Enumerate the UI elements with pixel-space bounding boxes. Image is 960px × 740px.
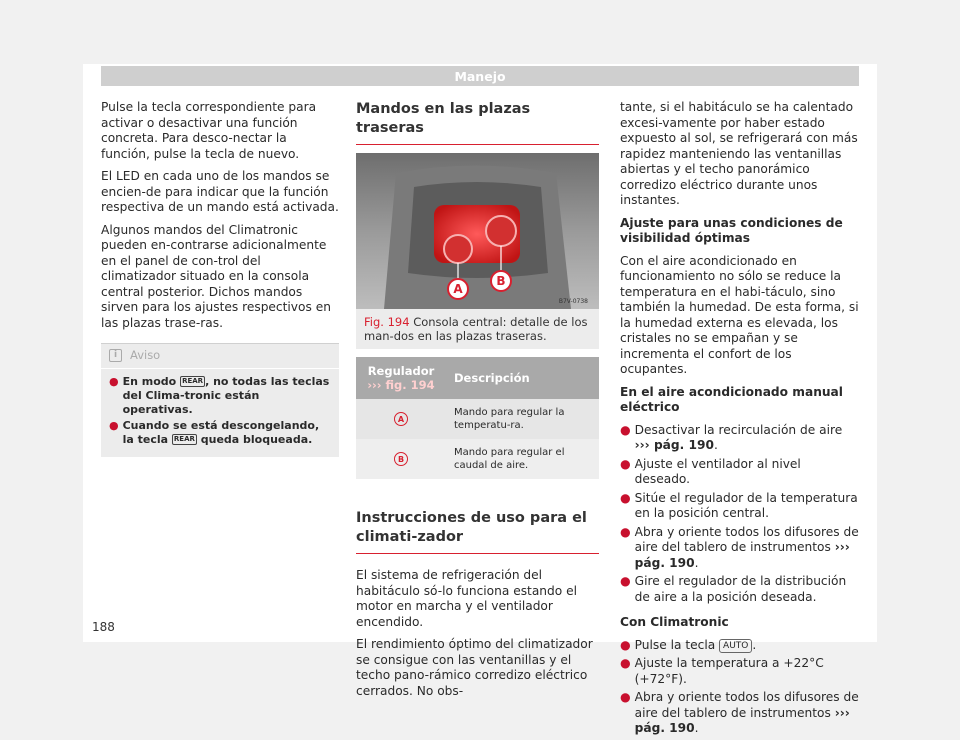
subheading: Ajuste para unas condiciones de visibilidad óptimas <box>620 215 843 245</box>
list-text: Desactivar la recirculación de aire ››› pág. 190. <box>634 422 843 452</box>
notice-text-part: Cuando se está descongelando, la tecla <box>122 418 320 446</box>
paragraph: Algunos mandos del Climatronic pueden en-contrarse adicionalmente en el panel de con-trol del climatizador situado en la consola central posterior. Dichos mandos sirven para los ajustes respectivos en las plazas trase-ras. <box>101 222 331 330</box>
bullet-icon: ● <box>620 490 631 505</box>
paragraph: tante, si el habitáculo se ha calentado excesi-vamente por haber estado expuesto al sol, se refrigerará con más rapidez manteniendo las ventanillas abiertas y el techo panorámico corredizo eléctrico durante unos instantes. <box>620 100 858 207</box>
list-item <box>620 525 860 572</box>
notice-text <box>123 375 331 417</box>
list-item <box>620 638 860 654</box>
notice-box <box>101 343 339 457</box>
table-row <box>356 399 599 439</box>
paragraph: El sistema de refrigeración del habitáculo só-lo funciona estando el motor en marcha y el ventilador encendido. <box>356 568 577 629</box>
bullet-icon: ● <box>620 456 631 471</box>
figure-caption <box>356 309 599 349</box>
notice-item <box>109 419 331 447</box>
bullet-icon: ● <box>620 574 631 588</box>
notice-text-part: queda bloqueada. <box>196 432 313 446</box>
paragraph: Con el aire acondicionado en funcionamiento no sólo se reduce la temperatura en el habi-táculo, sino también la humedad. De esta forma, si la humedad externa es elevada, los cristales no se empañan y se incrementa el confort de los ocupantes. <box>620 253 859 376</box>
list-text: Abra y oriente todos los difusores de aire del tablero de instrumentos ››› pág. 190. <box>634 524 859 570</box>
image-code: B7V-0738 <box>558 298 588 305</box>
figure-photo <box>356 153 599 309</box>
rear-key-icon: REAR <box>182 377 204 385</box>
list-item <box>620 423 860 454</box>
bullet-icon: ● <box>620 637 631 652</box>
section-title: Mandos en las plazas traseras <box>356 100 599 145</box>
subheading: Con Climatronic <box>620 615 729 629</box>
list-text: Ajuste el ventilador al nivel deseado. <box>634 456 801 486</box>
figure-reference-link[interactable]: ››› fig. 194 <box>367 378 435 392</box>
header-title: Manejo <box>454 68 506 84</box>
callout-a-icon: A <box>394 412 408 426</box>
list-text-part: Desactivar la recirculación de aire <box>634 422 843 437</box>
notice-header <box>101 344 339 369</box>
label-b: B <box>496 274 506 288</box>
paragraph: Pulse la tecla correspondiente para activar o desactivar una función concreta. Para desco-nectar la función, pulse la tecla de nuevo. <box>101 100 317 161</box>
paragraph: El rendimiento óptimo del climatizador se consigue con las ventanillas y el techo pano-rámico corredizo eléctrico cerrados. No obs- <box>356 637 593 698</box>
notice-text-part: , no todas las teclas del Clima-tronic están operativas. <box>122 374 330 416</box>
list-text-part: Abra y oriente todos los difusores de aire del tablero de instrumentos <box>634 690 859 720</box>
list-text: Ajuste la temperatura a +22°C (+72°F). <box>634 656 824 686</box>
page-number: 188 <box>92 620 115 634</box>
label-a: A <box>453 282 463 296</box>
notice-body <box>101 369 339 447</box>
auto-key-icon: AUTO <box>719 639 752 653</box>
bullet-icon: ● <box>620 422 631 437</box>
table-cell: Mando para regular la temperatu-ra. <box>446 399 599 439</box>
column-middle <box>356 100 599 706</box>
list-item <box>620 574 860 605</box>
section-title: Instrucciones de uso para el climati-zador <box>356 509 599 554</box>
controls-table <box>356 357 599 479</box>
info-icon: i <box>109 349 122 362</box>
list-text: Gire el regulador de la distribución de aire a la posición deseada. <box>634 574 847 604</box>
rear-key-icon: REAR <box>173 435 195 443</box>
header-text: Regulador <box>367 364 435 378</box>
table-header-cell <box>356 357 446 399</box>
column-left <box>101 100 339 457</box>
figure-label: Fig. 194 <box>364 315 410 329</box>
bullet-icon: ● <box>620 524 631 539</box>
page-reference-link[interactable]: ››› pág. 190 <box>634 705 850 735</box>
list-item <box>620 656 860 687</box>
bullet-icon: ● <box>620 690 631 704</box>
table-header-row <box>356 357 599 399</box>
notice-text <box>123 419 331 447</box>
list-text-part: Abra y oriente todos los difusores de aire del tablero de instrumentos <box>634 524 859 554</box>
notice-item <box>109 375 331 417</box>
list-item <box>620 457 860 488</box>
caption-text: Consola central: detalle de los man-dos en las plazas traseras. <box>364 315 588 343</box>
bullet-icon: ● <box>109 374 119 388</box>
column-right <box>620 100 860 740</box>
notice-title: Aviso <box>130 348 161 362</box>
notice-text-part: En modo <box>122 374 177 388</box>
page-header <box>101 66 859 86</box>
list-item <box>620 491 860 522</box>
table-cell: Mando para regular el caudal de aire. <box>446 439 599 479</box>
callout-b-icon: B <box>394 452 408 466</box>
subheading: En el aire acondicionado manual eléctrico <box>620 384 843 414</box>
list-text: Sitúe el regulador de la temperatura en la posición central. <box>634 490 858 520</box>
console-illustration <box>356 153 599 309</box>
table-cell <box>356 399 446 439</box>
list-text-part: Pulse la tecla <box>634 637 716 652</box>
table-cell <box>356 439 446 479</box>
list-item <box>620 690 860 737</box>
bullet-icon: ● <box>109 418 119 432</box>
list-text: Abra y oriente todos los difusores de aire del tablero de instrumentos ››› pág. 190. <box>634 690 859 735</box>
page-reference-link[interactable]: ››› pág. 190 <box>634 540 850 570</box>
page-reference-link[interactable]: ››› pág. 190 <box>634 438 714 452</box>
list-text: Pulse la tecla AUTO . <box>634 637 757 652</box>
table-header-cell: Descripción <box>446 357 599 399</box>
table-row <box>356 439 599 479</box>
paragraph: El LED en cada uno de los mandos se encien-de para indicar que la función respectiva de un mando está activada. <box>101 169 339 214</box>
bullet-icon: ● <box>620 656 631 670</box>
